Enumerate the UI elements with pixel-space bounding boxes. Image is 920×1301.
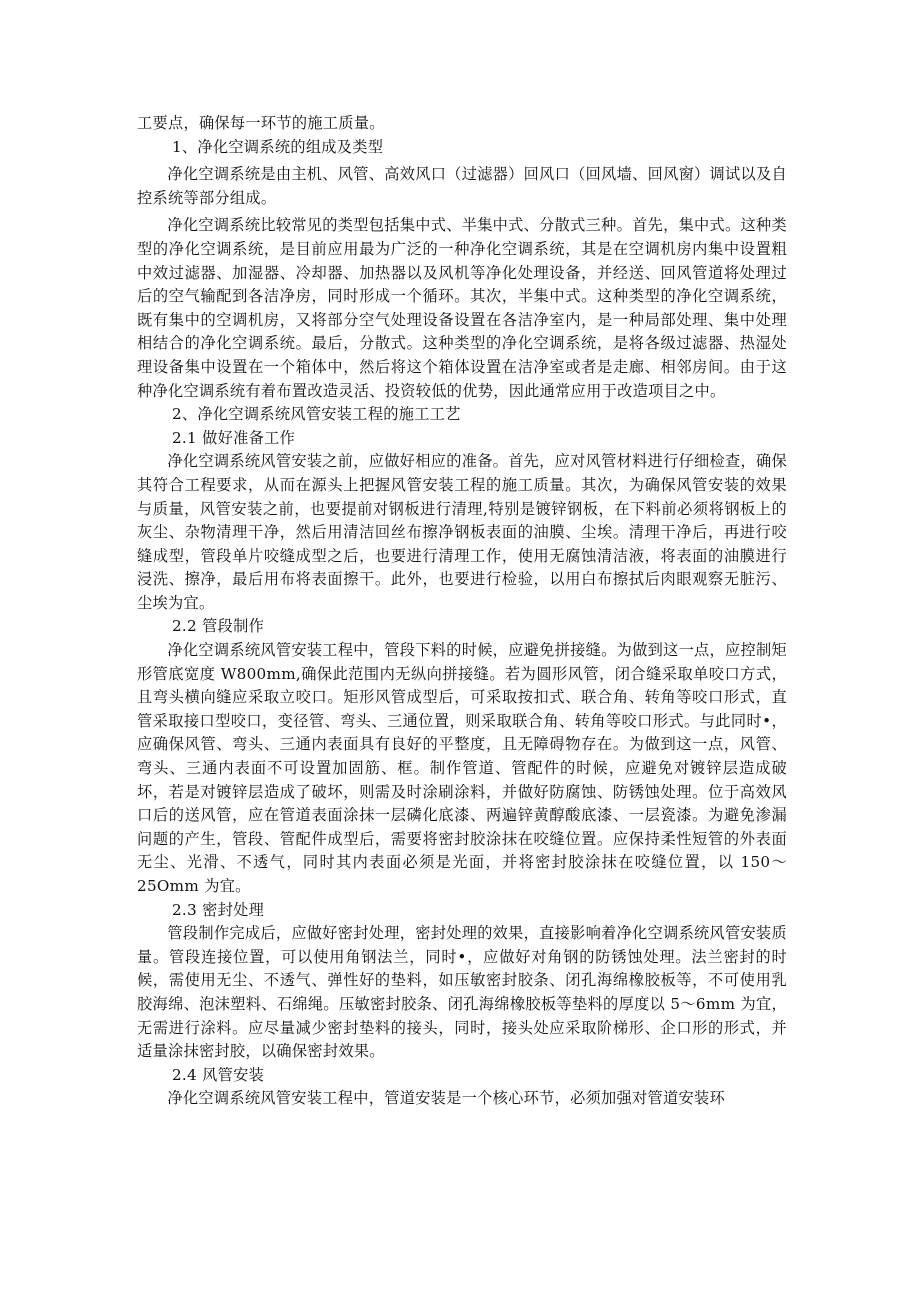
paragraph-intro-continued: 工要点，确保每一环节的施工质量。 <box>137 114 385 132</box>
paragraph-duct-installation: 净化空调系统风管安装工程中，管道安装是一个核心环节，必须加强对管道安装环 <box>167 1089 725 1108</box>
document-body <box>137 112 787 1111</box>
heading-section-2: 2、净化空调系统风管安装工程的施工工艺 <box>171 405 461 424</box>
paragraph-preparation: 净化空调系统风管安装之前，应做好相应的准备。首先，应对风管材料进行仔细检查，确保其符合工程要求，从而在源头上把握风管安装工程的施工质量。其次，为确保风管安装的效果与质量，风管安装之前，也要提前对钢板进行清理,特别是镀锌钢板，在下料前必须将钢板上的灰尘、杂物清理干净，然后用清洁回丝布擦净钢板表面的油膜、尘埃。清理干净后，再进行咬缝成型，管段单片咬缝成型之后，也要进行清理工作，使用无腐蚀清洁液，将表面的油膜进行浸洗、擦净，最后用布将表面擦干。此外，也要进行检验，以用白布擦拭后肉眼观察无脏污、尘埃为宜。 <box>137 452 787 612</box>
heading-section-2-1: 2.1 做好准备工作 <box>171 428 296 447</box>
paragraph-sealing: 管段制作完成后，应做好密封处理，密封处理的效果，直接影响着净化空调系统风管安装质量。管段连接位置，可以使用角钢法兰，同时•，应做好对角钢的防锈蚀处理。法兰密封的时候，需使用无尘、不透气、弹性好的垫料，如压敏密封胶条、闭孔海绵橡胶板等，不可使用乳胶海绵、泡沫塑料、石绵绳。压敏密封胶条、闭孔海绵橡胶板等垫料的厚度以 5～6mm 为宜，无需进行涂料。应尽量减少密封垫料的接头，同时，接头处应采取阶梯形、企口形的形式，并适量涂抹密封胶，以确保密封效果。 <box>137 924 787 1061</box>
heading-section-2-2: 2.2 管段制作 <box>171 617 265 636</box>
paragraph-composition: 净化空调系统是由主机、风管、高效风口（过滤器）回风口（回风墙、回风窗）调试以及自控系统等部分组成。 <box>137 165 787 207</box>
paragraph-pipe-fabrication: 净化空调系统风管安装工程中，管段下料的时候，应避免拼接缝。为做到这一点，应控制矩形管底宽度 W800mm,确保此范围内无纵向拼接缝。若为圆形风管，闭合缝采取单咬口方式，且弯头横向缝应采取立咬口。矩形风管成型后，可采取按扣式、联合角、转角等咬口形式，直管采取接口型咬口，变径管、弯头、三通位置，则采取联合角、转角等咬口形式。与此同时•，应确保风管、弯头、三通内表面具有良好的平整度，且无障碍物存在。为做到这一点，风管、弯头、三通内表面不可设置加固筋、框。制作管道、管配件的时候，应避免对镀锌层造成破坏，若是对镀锌层造成了破坏，则需及时涂刷涂料，并做好防腐蚀、防锈蚀处理。位于高效风口后的送风管，应在管道表面涂抹一层磷化底漆、两遍锌黄醇酸底漆、一层瓷漆。为避免渗漏问题的产生，管段、管配件成型后，需要将密封胶涂抹在咬缝位置。应保持柔性短管的外表面无尘、光滑、不透气，同时其内表面必须是光面，并将密封胶涂抹在咬缝位置，以 150～25Omm 为宜。 <box>137 641 787 895</box>
heading-section-2-4: 2.4 风管安装 <box>171 1065 265 1084</box>
paragraph-types: 净化空调系统比较常见的类型包括集中式、半集中式、分散式三种。首先，集中式。这种类型的净化空调系统，是目前应用最为广泛的一种净化空调系统，其是在空调机房内集中设置粗中效过滤器、加湿器、冷却器、加热器以及风机等净化处理设备，并经送、回风管道将处理过后的空气输配到各洁净房，同时形成一个循环。其次，半集中式。这种类型的净化空调系统，既有集中的空调机房，又将部分空气处理设备设置在各洁净室内，是一种局部处理、集中处理相结合的净化空调系统。最后，分散式。这种类型的净化空调系统，是将各级过滤器、热湿处理设备集中设置在一个箱体中，然后将这个箱体设置在洁净室或者是走廊、相邻房间。由于这种净化空调系统有着布置改造灵活、投资较低的优势，因此通常应用于改造项目之中。 <box>137 216 787 400</box>
heading-section-1: 1、净化空调系统的组成及类型 <box>171 137 384 156</box>
heading-section-2-3: 2.3 密封处理 <box>171 900 265 919</box>
